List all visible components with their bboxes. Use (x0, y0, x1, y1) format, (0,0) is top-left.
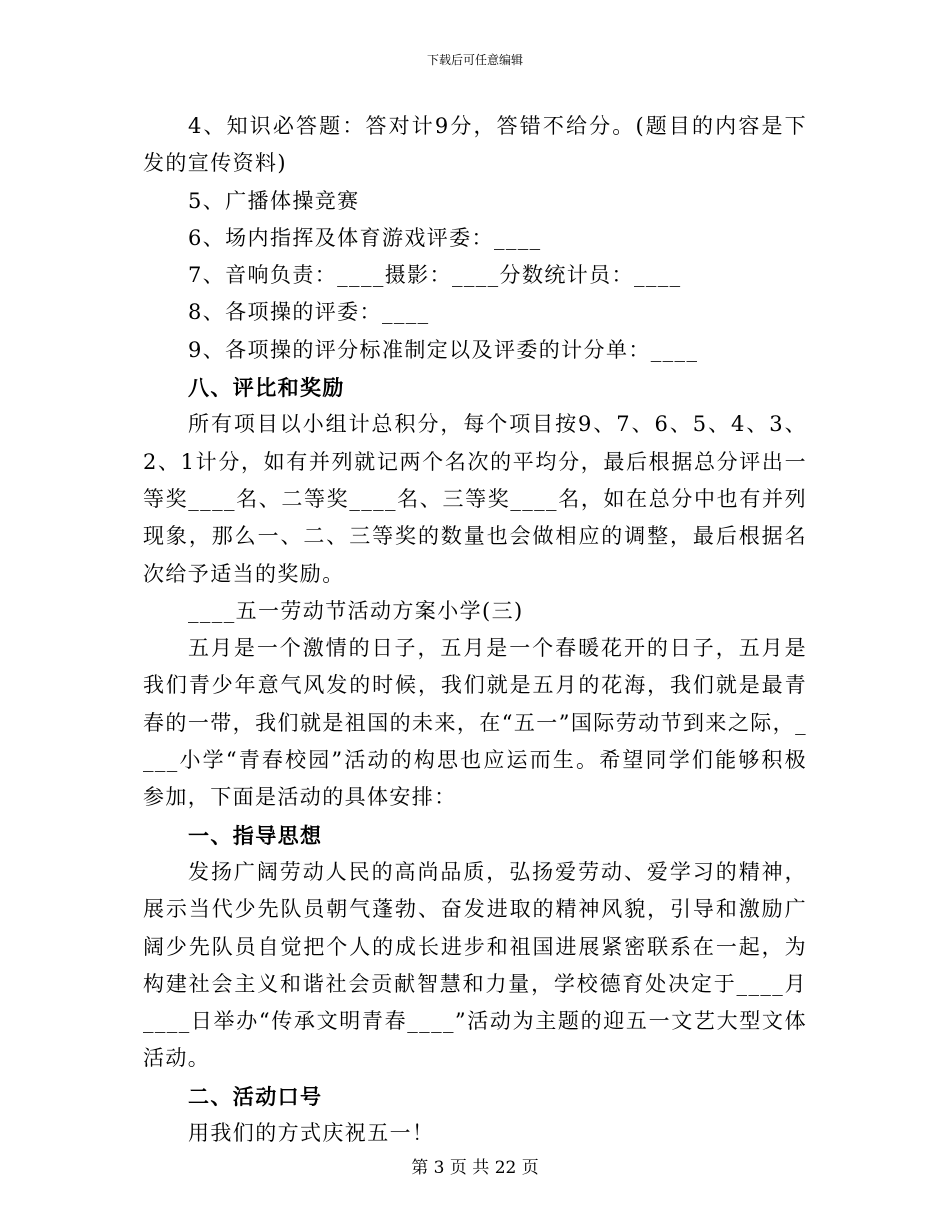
item-4-knowledge-quiz: 4、知识必答题：答对计9分，答错不给分。(题目的内容是下发的宣传资料) (143, 114, 807, 176)
section-heading-slogan: 二、活动口号 (188, 1083, 323, 1109)
page-footer: 第 3 页 共 22 页 (411, 1158, 539, 1178)
awards-paragraph: 所有项目以小组计总积分，每个项目按9、7、6、5、4、3、2、1计分，如有并列就记两个名次的平均分，最后根据总分评出一等奖____名、二等奖____名、三等奖____名，如在总分中也有并列现象，那么一、二、三等奖的数量也会做相应的调整，最后根据名次给予适当的奖励。 (143, 412, 807, 586)
plan-title: ____五一劳动节活动方案小学(三) (188, 598, 524, 623)
slogan-paragraph: 用我们的方式庆祝五一！ (188, 1121, 435, 1146)
item-9-scoring-standards: 9、各项操的评分标准制定以及评委的计分单：____ (188, 337, 699, 362)
item-8-judges: 8、各项操的评委：____ (188, 300, 430, 325)
section-heading-guiding-ideology: 一、指导思想 (188, 822, 323, 848)
section-heading-awards: 八、评比和奖励 (188, 375, 345, 401)
intro-paragraph: 五月是一个激情的日子，五月是一个春暖花开的日子，五月是我们青少年意气风发的时候，我们就是五月的花海，我们就是最青春的一带，我们就是祖国的未来，在“五一”国际劳动节到来之际，____小学“青春校园”活动的构思也应运而生。希望同学们能够积极参加，下面是活动的具体安排： (143, 636, 807, 810)
item-6-field-commander: 6、场内指挥及体育游戏评委：____ (188, 225, 542, 250)
item-5-broadcast-exercise: 5、广播体操竞赛 (188, 188, 360, 213)
document-body (143, 108, 807, 1152)
item-7-sound-photo-scorer: 7、音响负责：____摄影：____分数统计员：____ (188, 263, 682, 288)
guiding-ideology-paragraph: 发扬广阔劳动人民的高尚品质，弘扬爱劳动、爱学习的精神，展示当代少先队员朝气蓬勃、奋发进取的精神风貌，引导和激励广阔少先队员自觉把个人的成长进步和祖国进展紧密联系在一起，为构建社会主义和谐社会贡献智慧和力量，学校德育处决定于____月____日举办“传承文明青春____”活动为主题的迎五一文艺大型文体活动。 (143, 859, 807, 1071)
page-header: 下载后可任意编辑 (426, 53, 523, 67)
